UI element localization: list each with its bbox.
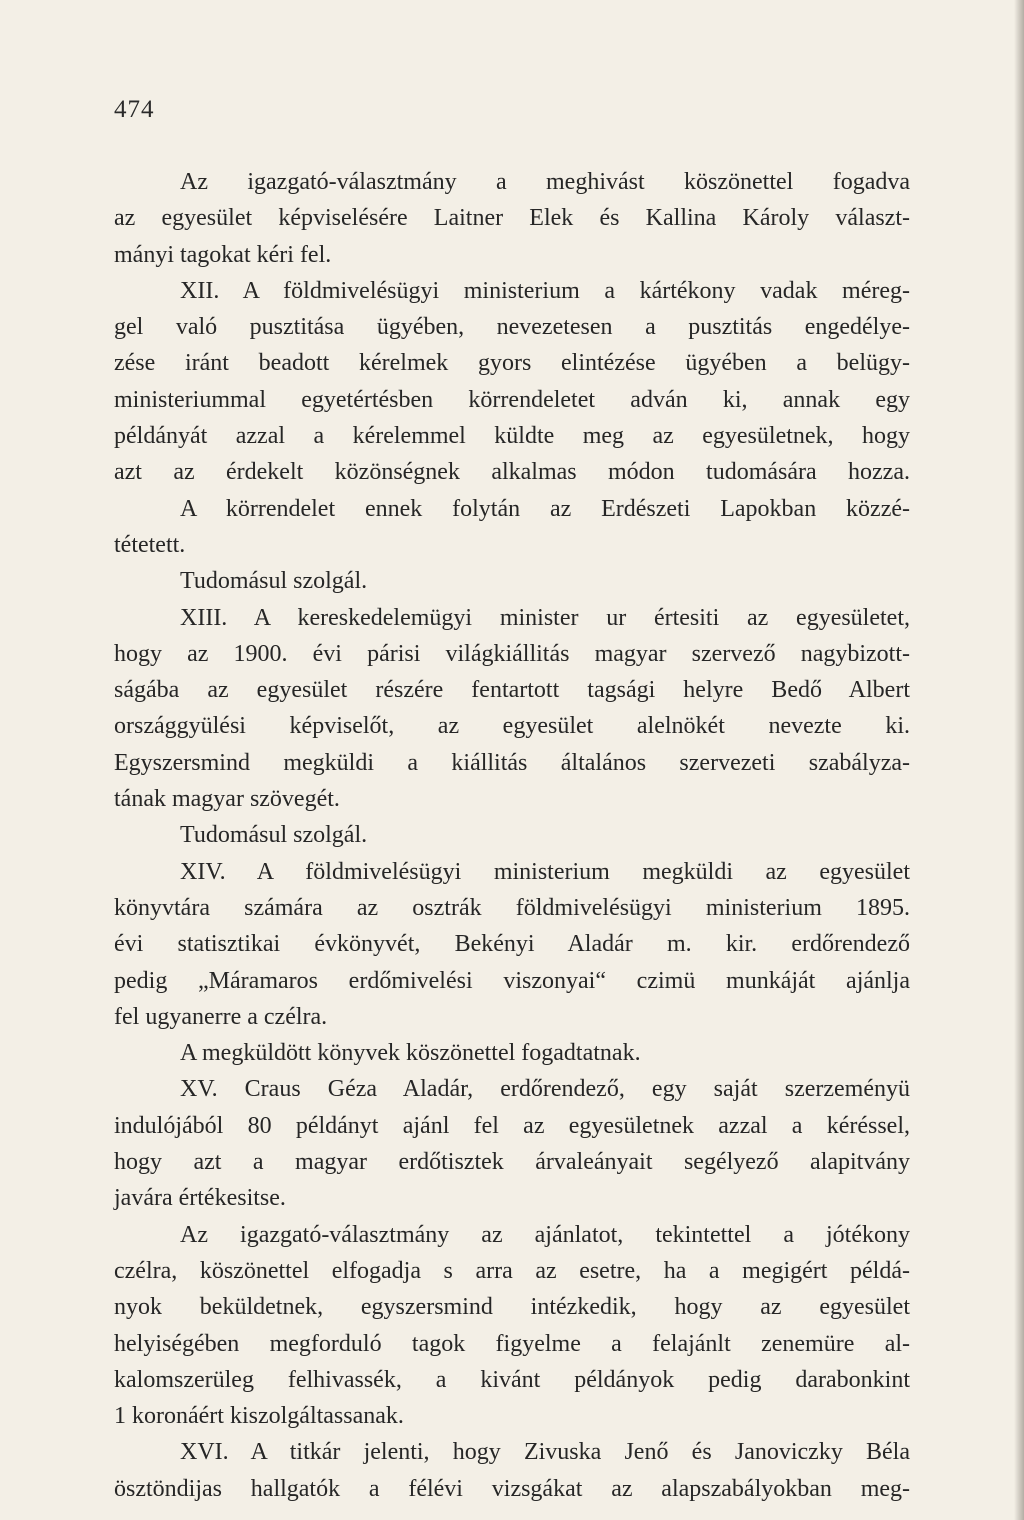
text-line: XII. A földmivelésügyi ministerium a kártékony vadak méreg-: [180, 277, 910, 304]
text-line: könyvtára számára az osztrák földmivelésügyi ministerium 1895.: [114, 894, 910, 921]
text-line: XIII. A kereskedelemügyi minister ur értesiti az egyesületet,: [180, 604, 910, 631]
page-edge-shadow: [1014, 0, 1024, 1520]
text-line: A körrendelet ennek folytán az Erdészeti Lapokban közzé-: [180, 495, 910, 522]
text-line: gel való pusztitása ügyében, nevezetesen a pusztitás engedélye-: [114, 314, 910, 341]
text-line: nyok beküldetnek, egyszersmind intézkedik, hogy az egyesület: [114, 1294, 910, 1321]
text-line: évi statisztikai évkönyvét, Bekényi Aladár m. kir. erdőrendező: [114, 931, 910, 958]
text-line: indulójából 80 példányt ajánl fel az egyesületnek azzal a kéréssel,: [114, 1112, 910, 1139]
text-line: Tudomásul szolgál.: [180, 822, 368, 849]
text-line: ministeriummal egyetértésben körrendeletet adván ki, annak egy: [114, 386, 910, 413]
text-line: mányi tagokat kéri fel.: [114, 241, 332, 268]
text-line: példányát azzal a kérelemmel küldte meg az egyesületnek, hogy: [114, 423, 910, 450]
text-line: XVI. A titkár jelenti, hogy Zivuska Jenő és Janoviczky Béla: [180, 1439, 910, 1466]
text-line: Az igazgató-választmány az ajánlatot, tekintettel a jótékony: [180, 1221, 910, 1248]
text-line: Tudomásul szolgál.: [180, 568, 368, 595]
text-line: tétetett.: [114, 531, 186, 558]
text-line: azt az érdekelt közönségnek alkalmas módon tudomására hozza.: [114, 459, 910, 486]
body-text: [114, 164, 910, 1507]
page-number: 474: [114, 96, 155, 123]
text-line: czélra, köszönettel elfogadja s arra az esetre, ha a megigért példá-: [114, 1257, 910, 1284]
text-line: Az igazgató-választmány a meghivást köszönettel fogadva: [180, 169, 910, 195]
text-line: pedig „Máramaros erdőmivelési viszonyai“ czimü munkáját ajánlja: [114, 967, 910, 994]
text-line: zése iránt beadott kérelmek gyors elintézése ügyében a belügy-: [114, 350, 910, 377]
text-line: kalomszerüleg felhivassék, a kivánt példányok pedig darabonkint: [114, 1366, 910, 1393]
text-line: hogy az 1900. évi párisi világkiállitás magyar szervező nagybizott-: [114, 640, 910, 667]
text-line: javára értékesitse.: [114, 1185, 286, 1212]
text-line: országgyülési képviselőt, az egyesület alelnökét nevezte ki.: [114, 713, 910, 740]
text-line: 1 koronáért kiszolgáltassanak.: [114, 1403, 404, 1430]
text-line: XV. Craus Géza Aladár, erdőrendező, egy saját szerzeményü: [180, 1076, 910, 1103]
text-line: az egyesület képviselésére Laitner Elek és Kallina Károly választ-: [114, 205, 910, 232]
text-line: tának magyar szövegét.: [114, 786, 340, 813]
text-line: ösztöndijas hallgatók a félévi vizsgákat az alapszabályokban meg-: [114, 1475, 910, 1502]
text-line: hogy azt a magyar erdőtisztek árvaleányait segélyező alapitvány: [114, 1149, 910, 1176]
text-line: XIV. A földmivelésügyi ministerium megküldi az egyesület: [180, 858, 910, 885]
text-line: helyiségében megforduló tagok figyelme a felajánlt zenemüre al-: [114, 1330, 910, 1357]
text-line: ságába az egyesület részére fentartott tagsági helyre Bedő Albert: [114, 677, 910, 704]
text-line: A megküldött könyvek köszönettel fogadtatnak.: [180, 1040, 641, 1067]
text-line: Egyszersmind megküldi a kiállitás általános szervezeti szabályza-: [114, 749, 910, 776]
text-line: fel ugyanerre a czélra.: [114, 1003, 328, 1030]
